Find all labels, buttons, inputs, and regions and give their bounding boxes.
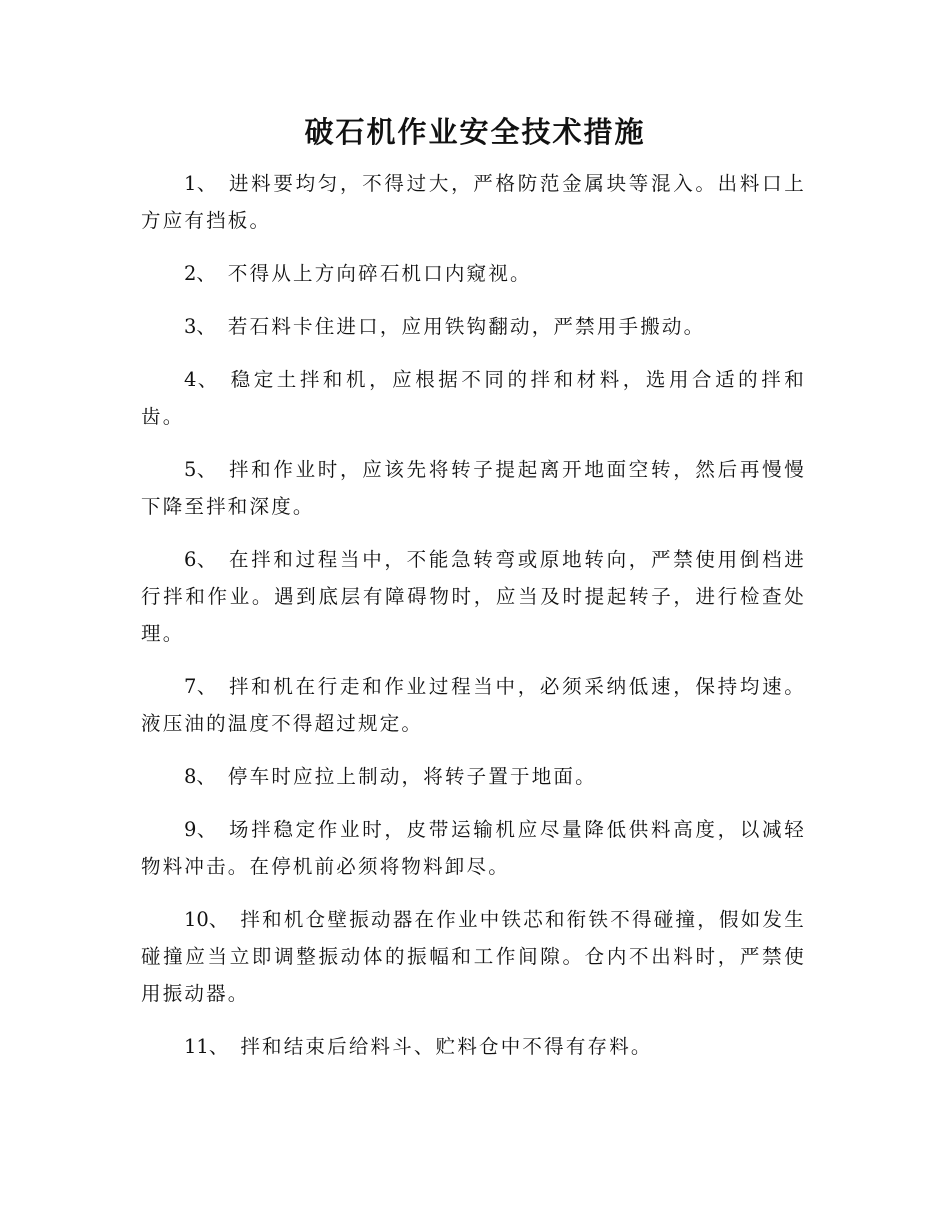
item-text: 拌和作业时，应该先将转子提起离开地面空转，然后再慢慢下降至拌和深度。 [141, 458, 806, 518]
item-number: 8、 [184, 765, 216, 788]
list-item [141, 451, 806, 525]
list-item [141, 165, 806, 239]
item-text: 拌和机仓壁振动器在作业中铁芯和衔铁不得碰撞，假如发生碰撞应当立即调整振动体的振幅和工作间隙。仓内不出料时，严禁使用振动器。 [141, 908, 806, 1005]
item-text: 进料要均匀，不得过大，严格防范金属块等混入。出料口上方应有挡板。 [141, 172, 806, 232]
item-number: 5、 [184, 458, 217, 481]
item-number: 7、 [184, 675, 217, 698]
item-number: 3、 [184, 315, 216, 338]
item-number: 2、 [184, 262, 216, 285]
document-title: 破石机作业安全技术措施 [304, 115, 646, 149]
item-text: 场拌稳定作业时，皮带运输机应尽量降低供料高度，以减轻物料冲击。在停机前必须将物料卸尽。 [141, 818, 806, 878]
item-number: 6、 [184, 548, 217, 571]
list-item [141, 811, 806, 885]
list-item [141, 308, 806, 345]
item-number: 11、 [184, 1035, 229, 1058]
item-text: 拌和结束后给料斗、贮料仓中不得有存料。 [240, 1035, 653, 1058]
item-text: 稳定土拌和机，应根据不同的拌和材料，选用合适的拌和齿。 [141, 368, 806, 428]
item-number: 1、 [184, 172, 217, 195]
list-item [141, 1028, 806, 1065]
list-item [141, 541, 806, 652]
item-text: 在拌和过程当中，不能急转弯或原地转向，严禁使用倒档进行拌和作业。遇到底层有障碍物时，应当及时提起转子，进行检查处理。 [141, 548, 806, 645]
list-item [141, 255, 806, 292]
item-number: 4、 [184, 368, 219, 391]
list-item [141, 668, 806, 742]
list-item [141, 758, 806, 795]
item-text: 不得从上方向碎石机口内窥视。 [227, 262, 532, 285]
item-text: 拌和机在行走和作业过程当中，必须采纳低速，保持均速。液压油的温度不得超过规定。 [141, 675, 806, 735]
item-text: 若石料卡住进口，应用铁钩翻动，严禁用手搬动。 [227, 315, 706, 338]
item-number: 9、 [184, 818, 217, 841]
list-item [141, 901, 806, 1012]
safety-measures-list [141, 165, 806, 1081]
item-number: 10、 [184, 908, 229, 931]
item-text: 停车时应拉上制动，将转子置于地面。 [227, 765, 597, 788]
list-item [141, 361, 806, 435]
